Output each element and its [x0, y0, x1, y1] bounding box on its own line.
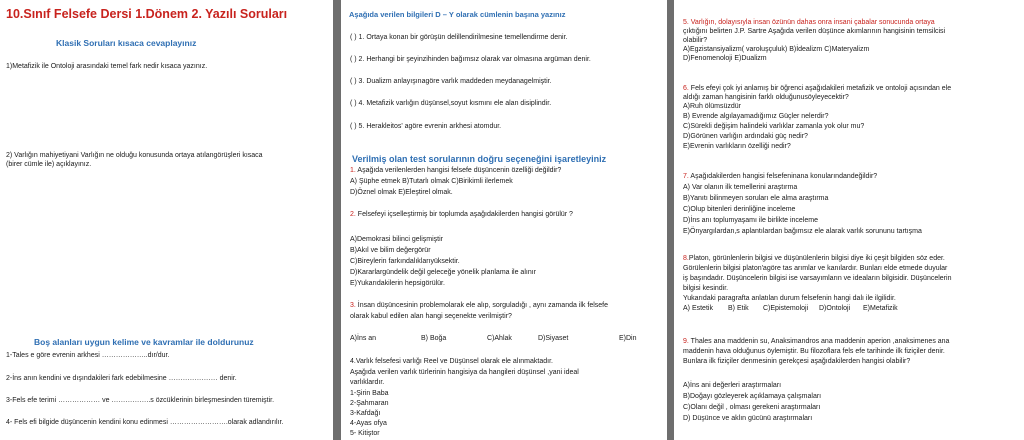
test-question-3-line-1	[350, 301, 608, 310]
answer-option: C)Sürekli değişim halindeki varlıklar zamanla yok olur mu?	[683, 123, 865, 130]
question-number: 7.	[683, 173, 689, 180]
answer-option: E)Evrenin varlıkların özelliği nedir?	[683, 143, 791, 150]
test-question-2	[350, 210, 573, 219]
true-false-item: ( ) 3. Dualizm anlayışınagöre varlık maddeden meydanagelmiştir.	[350, 78, 552, 85]
answer-option: B)Doğayı gözleyerek açıklamaya çalışmaları	[683, 393, 822, 400]
exam-page-3	[674, 0, 1024, 440]
fill-in-item-1: 1-Tales e göre evrenin arkhesi ………………..dır/dur.	[6, 352, 170, 359]
question-5-options-row-2: D)Fenomenoloji E)Dualizm	[683, 55, 767, 62]
answer-option: D)Kararlargündelik değil geleceğe yönelik planlama ile alınır	[350, 269, 536, 276]
classic-question-1: 1)Metafizik ile Ontoloji arasındaki temel fark nedir kısaca yazınız.	[6, 63, 208, 70]
answer-option: C)Olanı değil , olması gerekeni araştırmaları	[683, 404, 821, 411]
question-text: Thales ana maddenin su, Anaksimandros ana maddenin aperion ,anaksimenes ana	[690, 338, 950, 345]
test-question-4-line-3: varlıklardır.	[350, 379, 385, 386]
answer-option: E)Din	[619, 335, 637, 342]
question-number: 8.	[683, 255, 689, 262]
question-8-line-1	[683, 254, 945, 263]
fill-in-item-2: 2-İns anın kendini ve dışındakileri fark edebilmesine ………………… denir.	[6, 375, 237, 382]
question-text: Aşağıdakilerden hangisi felsefeninana konularındandeğildir?	[690, 173, 878, 180]
test-question-3-line-2: olarak kabul edilen alan hangi seçenekte verilmiştir?	[350, 313, 512, 320]
answer-option: E)Önyargılardan,s aplantılardan bağımsız ele alarak varlık sorununu tartışma	[683, 228, 922, 235]
list-item: 3-Kafdağı	[350, 410, 381, 417]
exam-page-2	[341, 0, 667, 440]
test-question-1-options-row-1: A) Şüphe etmek B)Tutarlı olmak C)Birikimli ilerlemek	[350, 178, 513, 185]
exam-page-1	[0, 0, 333, 440]
test-question-1-options-row-2: D)Öznel olmak E)Eleştirel olmak.	[350, 189, 453, 196]
question-number: 9.	[683, 338, 689, 345]
answer-option: C)Bireylerin farkındalıklarıyüksektir.	[350, 258, 460, 265]
exam-title: 10.Sınıf Felsefe Dersi 1.Dönem 2. Yazılı Soruları	[6, 7, 288, 21]
question-text: İnsan düşüncesinin problemolarak ele alıp, sorguladığı , aynı zamanda ilk felsefe	[357, 302, 608, 309]
list-item: 1-Şirin Baba	[350, 390, 389, 397]
answer-option: A) Estetik	[683, 305, 713, 312]
question-5-line-2: çıktığını belirten J.P. Sartre Aşağıda verilen düşünce akımlarının hangisinin temsilcisi	[683, 28, 946, 35]
classic-question-2-line-2: (birer cümle ile) açıklayınız.	[6, 161, 92, 168]
question-5-options-row-1: A)Egzistansiyalizm( varoluşçuluk) B)İdealizm C)Materyalizm	[683, 46, 870, 53]
answer-option: E)Yukarıdakilerin hepsigörülür.	[350, 280, 445, 287]
question-5-line-1: 5. Varlığın, dolayısıyla insan özünün dahas onra insani çabalar sonucunda ortaya	[683, 19, 935, 26]
list-item: 5- Kitiştor	[350, 430, 380, 437]
list-item: 4-Ayas ofya	[350, 420, 387, 427]
question-text: Platon, görünlenlerin bilgisi ve düşünülenlerin bilgisi diye iki çeşit bilgiden söz eder.	[688, 255, 945, 262]
question-number: 2.	[350, 211, 356, 218]
question-number: 6.	[683, 85, 689, 92]
question-8-line-3: iş başındadır. Düşüncelerin bilgisi ise varsayımların ve ideaların bilgisidir. Düşüncelerin	[683, 275, 952, 282]
question-text: Fels efeyi çok iyi anlamış bir öğrenci aşağıdakileri metafizik ve ontoloji açısından ele	[690, 85, 952, 92]
question-text: Aşağıda verilenlerden hangisi felsefe düşüncenin özelliği değildir?	[357, 167, 562, 174]
answer-option: D)Siyaset	[538, 335, 569, 342]
question-number: 3.	[350, 302, 356, 309]
answer-option: A)İns an	[350, 335, 377, 342]
answer-option: D)Görünen varlığın ardındaki güç nedir?	[683, 133, 808, 140]
answer-option: C)Olup bitenleri derinliğine inceleme	[683, 206, 796, 213]
multiple-choice-heading: Verilmiş olan test sorularının doğru seçeneğini işaretleyiniz	[352, 154, 607, 164]
true-false-item: ( ) 1. Ortaya konan bir görüşün delillendirilmesine temellendirme denir.	[350, 34, 568, 41]
answer-option: A)İns ani değerleri araştırmaları	[683, 382, 782, 389]
fill-in-heading: Boş alanları uygun kelime ve kavramlar ile doldurunuz	[34, 337, 254, 347]
classic-questions-heading: Klasik Soruları kısaca cevaplayınız	[56, 38, 197, 48]
list-item: 2-Şahmaran	[350, 400, 389, 407]
fill-in-item-3: 3-Fels efe terimi ……………… ve ……………..s özcüklerinin birleşmesinden türemiştir.	[6, 397, 275, 404]
answer-option: D)İns anı toplumyaşamı ile birlikte inceleme	[683, 217, 818, 224]
answer-option: A)Demokrasi bilinci gelişmiştir	[350, 236, 443, 243]
answer-option: C)Ahlak	[487, 335, 512, 342]
true-false-item: ( ) 4. Metafizik varlığın düşünsel,soyut kısmını ele alan disiplindir.	[350, 100, 552, 107]
question-7	[683, 172, 877, 181]
true-false-item: ( ) 2. Herhangi bir şeyinzihinden bağımsız olarak var olmasına argüman denir.	[350, 56, 591, 63]
classic-question-2-line-1: 2) Varlığın mahiyetiyani Varlığın ne olduğu konusunda ortaya atılangörüşleri kısaca	[6, 152, 263, 159]
answer-option: B)Akıl ve bilim değergörür	[350, 247, 431, 254]
answer-option: B) Boğa	[421, 335, 447, 342]
answer-option: D) Düşünce ve aklın gücünü araştırmaları	[683, 415, 813, 422]
true-false-heading: Aşağıda verilen bilgileri D – Y olarak cümlenin başına yazınız	[349, 10, 566, 19]
true-false-item: ( ) 5. Herakleitos' agöre evrenin arkhesi atomdur.	[350, 123, 502, 130]
question-number: 1.	[350, 167, 356, 174]
test-question-4-line-2: Aşağıda verilen varlık türlerinin hangisiya da hangileri düşünsel ,yani ideal	[350, 369, 579, 376]
answer-option: E)Metafizik	[863, 305, 898, 312]
question-9-line-3: Bunlara ilk fiziçiler denmesinin gerekçesi aşağıdakilerden hangisi olabilir?	[683, 358, 911, 365]
question-5-line-3: olabilir?	[683, 37, 708, 44]
fill-in-item-4: 4- Fels efi bilgide düşüncenin kendini konu edinmesi …………………….olarak adlandırılır.	[6, 419, 284, 426]
answer-option: D)Ontoloji	[819, 305, 851, 312]
question-9-line-1	[683, 337, 949, 346]
answer-option: B)Yanıtı bilinmeyen soruları ele alma araştırma	[683, 195, 829, 202]
test-question-1	[350, 166, 561, 175]
question-text: Felsefeyi içselleştirmiş bir toplumda aşağıdakilerden hangisi görülür ?	[357, 211, 573, 218]
answer-option: B) Evrende algılayamadığımız Güçler nelerdir?	[683, 113, 829, 120]
answer-option: B) Etik	[728, 305, 749, 312]
answer-option: C)Epistemoloji	[763, 305, 809, 312]
question-6-line-1	[683, 84, 951, 93]
answer-option: A) Var olanın ilk temellerini araştırma	[683, 184, 798, 191]
answer-option: A)Ruh ölümsüzdür	[683, 103, 741, 110]
question-9-line-2: maddenin hava olduğunus öylemiştir. Bu filozoflara fels efe tarihinde ilk fiziçiler denir.	[683, 348, 945, 355]
question-8-line-2: Görülenlerin bilgisi platon'agöre tas arımlar ve kanılardır. Bunları elde etmede duyular	[683, 265, 948, 272]
question-8-line-5: Yukarıdaki paragrafta anlatılan durum felsefenin hangi dalı ile ilgilidir.	[683, 295, 896, 302]
question-8-line-4: bilgisi kesindir.	[683, 285, 729, 292]
test-question-4-line-1: 4.Varlık felsefesi varlığı Reel ve Düşünsel olarak ele alınmaktadır.	[350, 358, 553, 365]
question-6-line-2: aldığı zaman hangisinin farklı olduğunusöyleyecektir?	[683, 94, 849, 101]
